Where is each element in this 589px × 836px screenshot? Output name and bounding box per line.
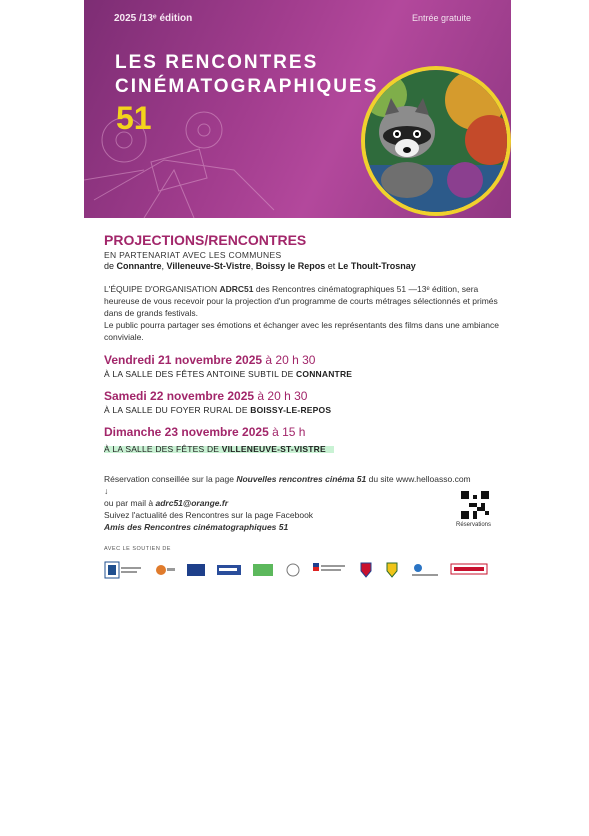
support-label: AVEC LE SOUTIEN DE: [104, 546, 171, 552]
venue-prefix: À LA SALLE DES FÊTES DE: [104, 444, 222, 454]
facebook-line: Suivez l'actualité des Rencontres sur la page Facebook: [104, 510, 314, 520]
intro-paragraph: [104, 283, 504, 343]
time-text: à 20 h 30: [262, 353, 316, 367]
screening-date-3: [104, 425, 504, 439]
screening-date-1: [104, 353, 504, 367]
time-text: à 15 h: [268, 425, 306, 439]
comma: ,: [250, 261, 256, 271]
sponsor-logo: [410, 561, 440, 579]
title-line-2: CINÉMATOGRAPHIQUES: [115, 76, 379, 97]
commune-thoult: Le Thoult-Trosnay: [337, 261, 416, 271]
venue-prefix: À LA SALLE DES FÊTES ANTOINE SUBTIL DE: [104, 369, 297, 379]
para-public: Le public pourra partager ses émotions et échanger avec les représentants des films dans une ambiance conviviale.: [104, 320, 500, 342]
edition-label: 2025 /13ᵉ édition: [114, 13, 193, 24]
commune-connantre: Connantre: [116, 261, 162, 271]
sponsor-logo: [384, 561, 400, 579]
section-heading: PROJECTIONS/RENCONTRES: [104, 232, 307, 248]
film-projector-illustration: [84, 100, 284, 218]
venue-place: BOISSY-LE-REPOS: [250, 405, 332, 415]
para-rest: des Rencontres cinématographiques 51 —13ᵉ édition, sera heureuse de vous recevoir pour la projection d'un programme de courts métrages sélectionnés et primés dans de grands festivals.: [104, 284, 498, 318]
title-line-1: LES RENCONTRES: [115, 52, 319, 73]
sponsor-logos: [104, 558, 496, 582]
date-text: Samedi 22 novembre 2025: [104, 389, 255, 403]
sponsor-logo: [284, 561, 302, 579]
header-banner: [84, 0, 511, 218]
sponsor-logo: [450, 561, 488, 579]
qr-label: Réservations: [456, 522, 492, 528]
qr-code: [461, 491, 489, 519]
entry-free-label: Entrée gratuite: [411, 13, 471, 23]
sponsor-logo: [154, 561, 176, 579]
sponsor-logo: [358, 561, 374, 579]
mail-prefix: ou par mail à: [104, 498, 156, 508]
raccoon-photo: [361, 66, 511, 216]
venue-place: CONNANTRE: [296, 369, 353, 379]
partner-line: EN PARTENARIAT AVEC LES COMMUNES: [104, 250, 282, 260]
helloasso-page-name: Nouvelles rencontres cinéma 51: [236, 474, 367, 484]
title-number: 51: [116, 100, 152, 136]
date-text: Vendredi 21 novembre 2025: [104, 353, 263, 367]
para-start: L'ÉQUIPE D'ORGANISATION: [104, 284, 220, 294]
facebook-page-name: Amis des Rencontres cinématographiques 51: [104, 522, 289, 532]
screening-venue-2: [104, 405, 504, 415]
resa-end: du site www.helloasso.com ↓: [104, 474, 471, 496]
screening-venue-3: [104, 444, 334, 454]
comma: ,: [161, 261, 167, 271]
sponsor-logo: [216, 561, 242, 579]
organizer-name: ADRC51: [219, 284, 254, 294]
sponsor-logo: [104, 561, 144, 579]
screening-date-2: [104, 389, 504, 403]
time-text: à 20 h 30: [254, 389, 308, 403]
date-text: Dimanche 23 novembre 2025: [104, 425, 269, 439]
communes-line: [104, 261, 504, 271]
venue-place: VILLENEUVE-ST-VISTRE: [221, 444, 326, 454]
resa-start: Réservation conseillée sur la page: [104, 474, 237, 484]
commune-boissy: Boissy le Repos: [255, 261, 326, 271]
screening-venue-1: [104, 369, 504, 379]
email-address: adrc51@orange.fr: [155, 498, 229, 508]
communes-prefix: de: [104, 261, 117, 271]
venue-prefix: À LA SALLE DU FOYER RURAL DE: [104, 405, 251, 415]
reservation-info: [104, 473, 474, 533]
and-word: et: [325, 261, 338, 271]
flyer: [84, 0, 511, 590]
sponsor-logo: [312, 561, 348, 579]
sponsor-logo: [252, 561, 274, 579]
commune-villeneuve: Villeneuve-St-Vistre: [166, 261, 251, 271]
flyer-body: [104, 232, 504, 533]
sponsor-logo: [186, 561, 206, 579]
